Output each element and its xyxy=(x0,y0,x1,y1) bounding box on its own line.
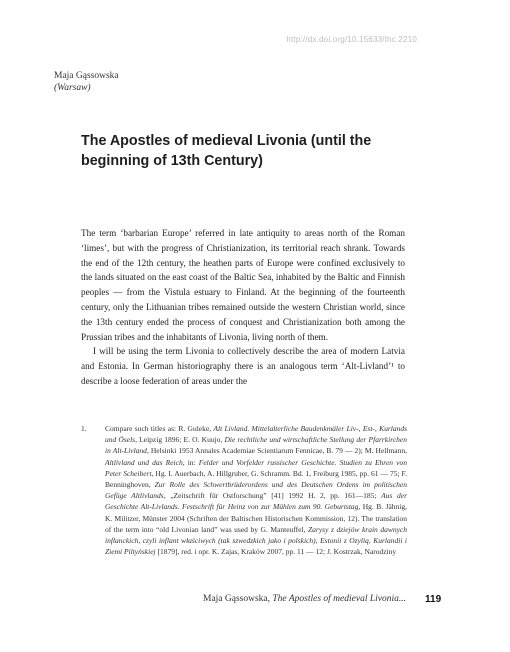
author-name: Maja Gąssowska xyxy=(54,71,119,81)
author-affiliation: (Warsaw) xyxy=(54,83,91,93)
footnote-segment: , Leipzig 1896; E. O. Kuujo, xyxy=(135,435,225,445)
footnote-segment: , Hg. B. Jähnig, K. Militzer, Münster 2004 (Schriften der Baltischen Historischen Kommission, 12). The translation of the term into “old Livonian land” was used by G. Manteuffel, xyxy=(105,502,407,534)
footnote-segment: Die rechtliche und wirtschaftliche Stellung der Pfarrkirchen in Alt-Livland xyxy=(105,435,407,456)
footnote-segment: , Hg. I. Auerbach, A. Hillgruber, G. Schramm. Bd. 1, Freiburg 1985, pp. 61 — 75; F. Benninghoven, xyxy=(105,468,407,490)
doi-link[interactable]: http://dx.doi.org/10.15633/thc.2210 xyxy=(286,35,417,44)
footnote-segment: , in: xyxy=(182,457,199,467)
footnote-segment: Zur Rolle des Schwertbrüderordens und des Deutschen Ordens im politischen Gefüge Altlivlands xyxy=(105,480,407,501)
footnote-text xyxy=(105,423,407,557)
page-number: 119 xyxy=(425,594,442,605)
article-title: The Apostles of medieval Livonia (until the beginning of 13th Century) xyxy=(81,133,372,169)
footnote-segment: Altlivland und das Reich xyxy=(105,457,183,467)
footnote xyxy=(81,423,407,557)
article-body xyxy=(81,226,405,389)
paragraph-1: The term ‘barbarian Europe’ referred in late antiquity to areas north of the Roman ‘limes’, but with the progress of Christianization, its territorial reach shrank. Towards the end of the 12th century, the heathen parts of Europe were confined exclusively to the lands situated on the east coast of the Baltic Sea, inhabited by the Baltic and Finnish peoples — from the Vistula estuary to Finland. At the beginning of the fourteenth century, only the Lithuanian tribes remained outside the western Christian world, since the 13th century ended the process of conquest and Christianization both among the Prussian tribes and the inhabitants of Livonia, living north of them. xyxy=(81,228,405,342)
running-author: Maja Gąssowska, xyxy=(203,594,273,604)
footnote-segment: [1879], red. i opr. K. Zajas, Kraków 2007, pp. 11 — 12; J. Kostrzak, Narodziny xyxy=(155,547,397,557)
footnote-segment: Alt Livland. Mittelalterliche Baudenkmäler Liv-, Est-, Kurlands und Ösels xyxy=(105,424,407,445)
running-header xyxy=(203,594,406,604)
running-title: The Apostles of medieval Livonia... xyxy=(272,594,406,604)
footnote-segment: Felder und Vorfelder russischer Geschichte. Studien zu Ehren von Peter Scheibert xyxy=(105,457,407,478)
footnote-segment: , Helsinki 1953 Annales Academiae Scientiarum Fennicae, B. 79 — 2); M. Hellmann, xyxy=(146,446,407,456)
footnote-segment: , „Zeitschrift für Ostforschung” [41] 1992 H. 2, pp. 161—185; xyxy=(163,491,382,501)
paragraph-2: I will be using the term Livonia to collectively describe the area of modern Latvia and Estonia. In German historiography there is an analogous term ‘Alt-Livland’¹ to describe a loose federation of areas under the xyxy=(81,346,405,386)
footnote-segment: Aus der Geschichte Alt-Livlands. Festschrift für Heinz von zur Mühlen zum 90. Geburtstag xyxy=(105,491,407,512)
footnote-segment: Compare such titles as: R. Guleke, xyxy=(105,424,214,433)
footnote-number: 1. xyxy=(81,424,87,433)
footnote-segment: Zarysy z dziejów krain dawnych inflanckich, czyli inflant właściwych (tak szwedzkich jako i polskich), Estonii z Ozylią, Kurlandii i Ziemi Piltyńskiej xyxy=(105,524,407,557)
